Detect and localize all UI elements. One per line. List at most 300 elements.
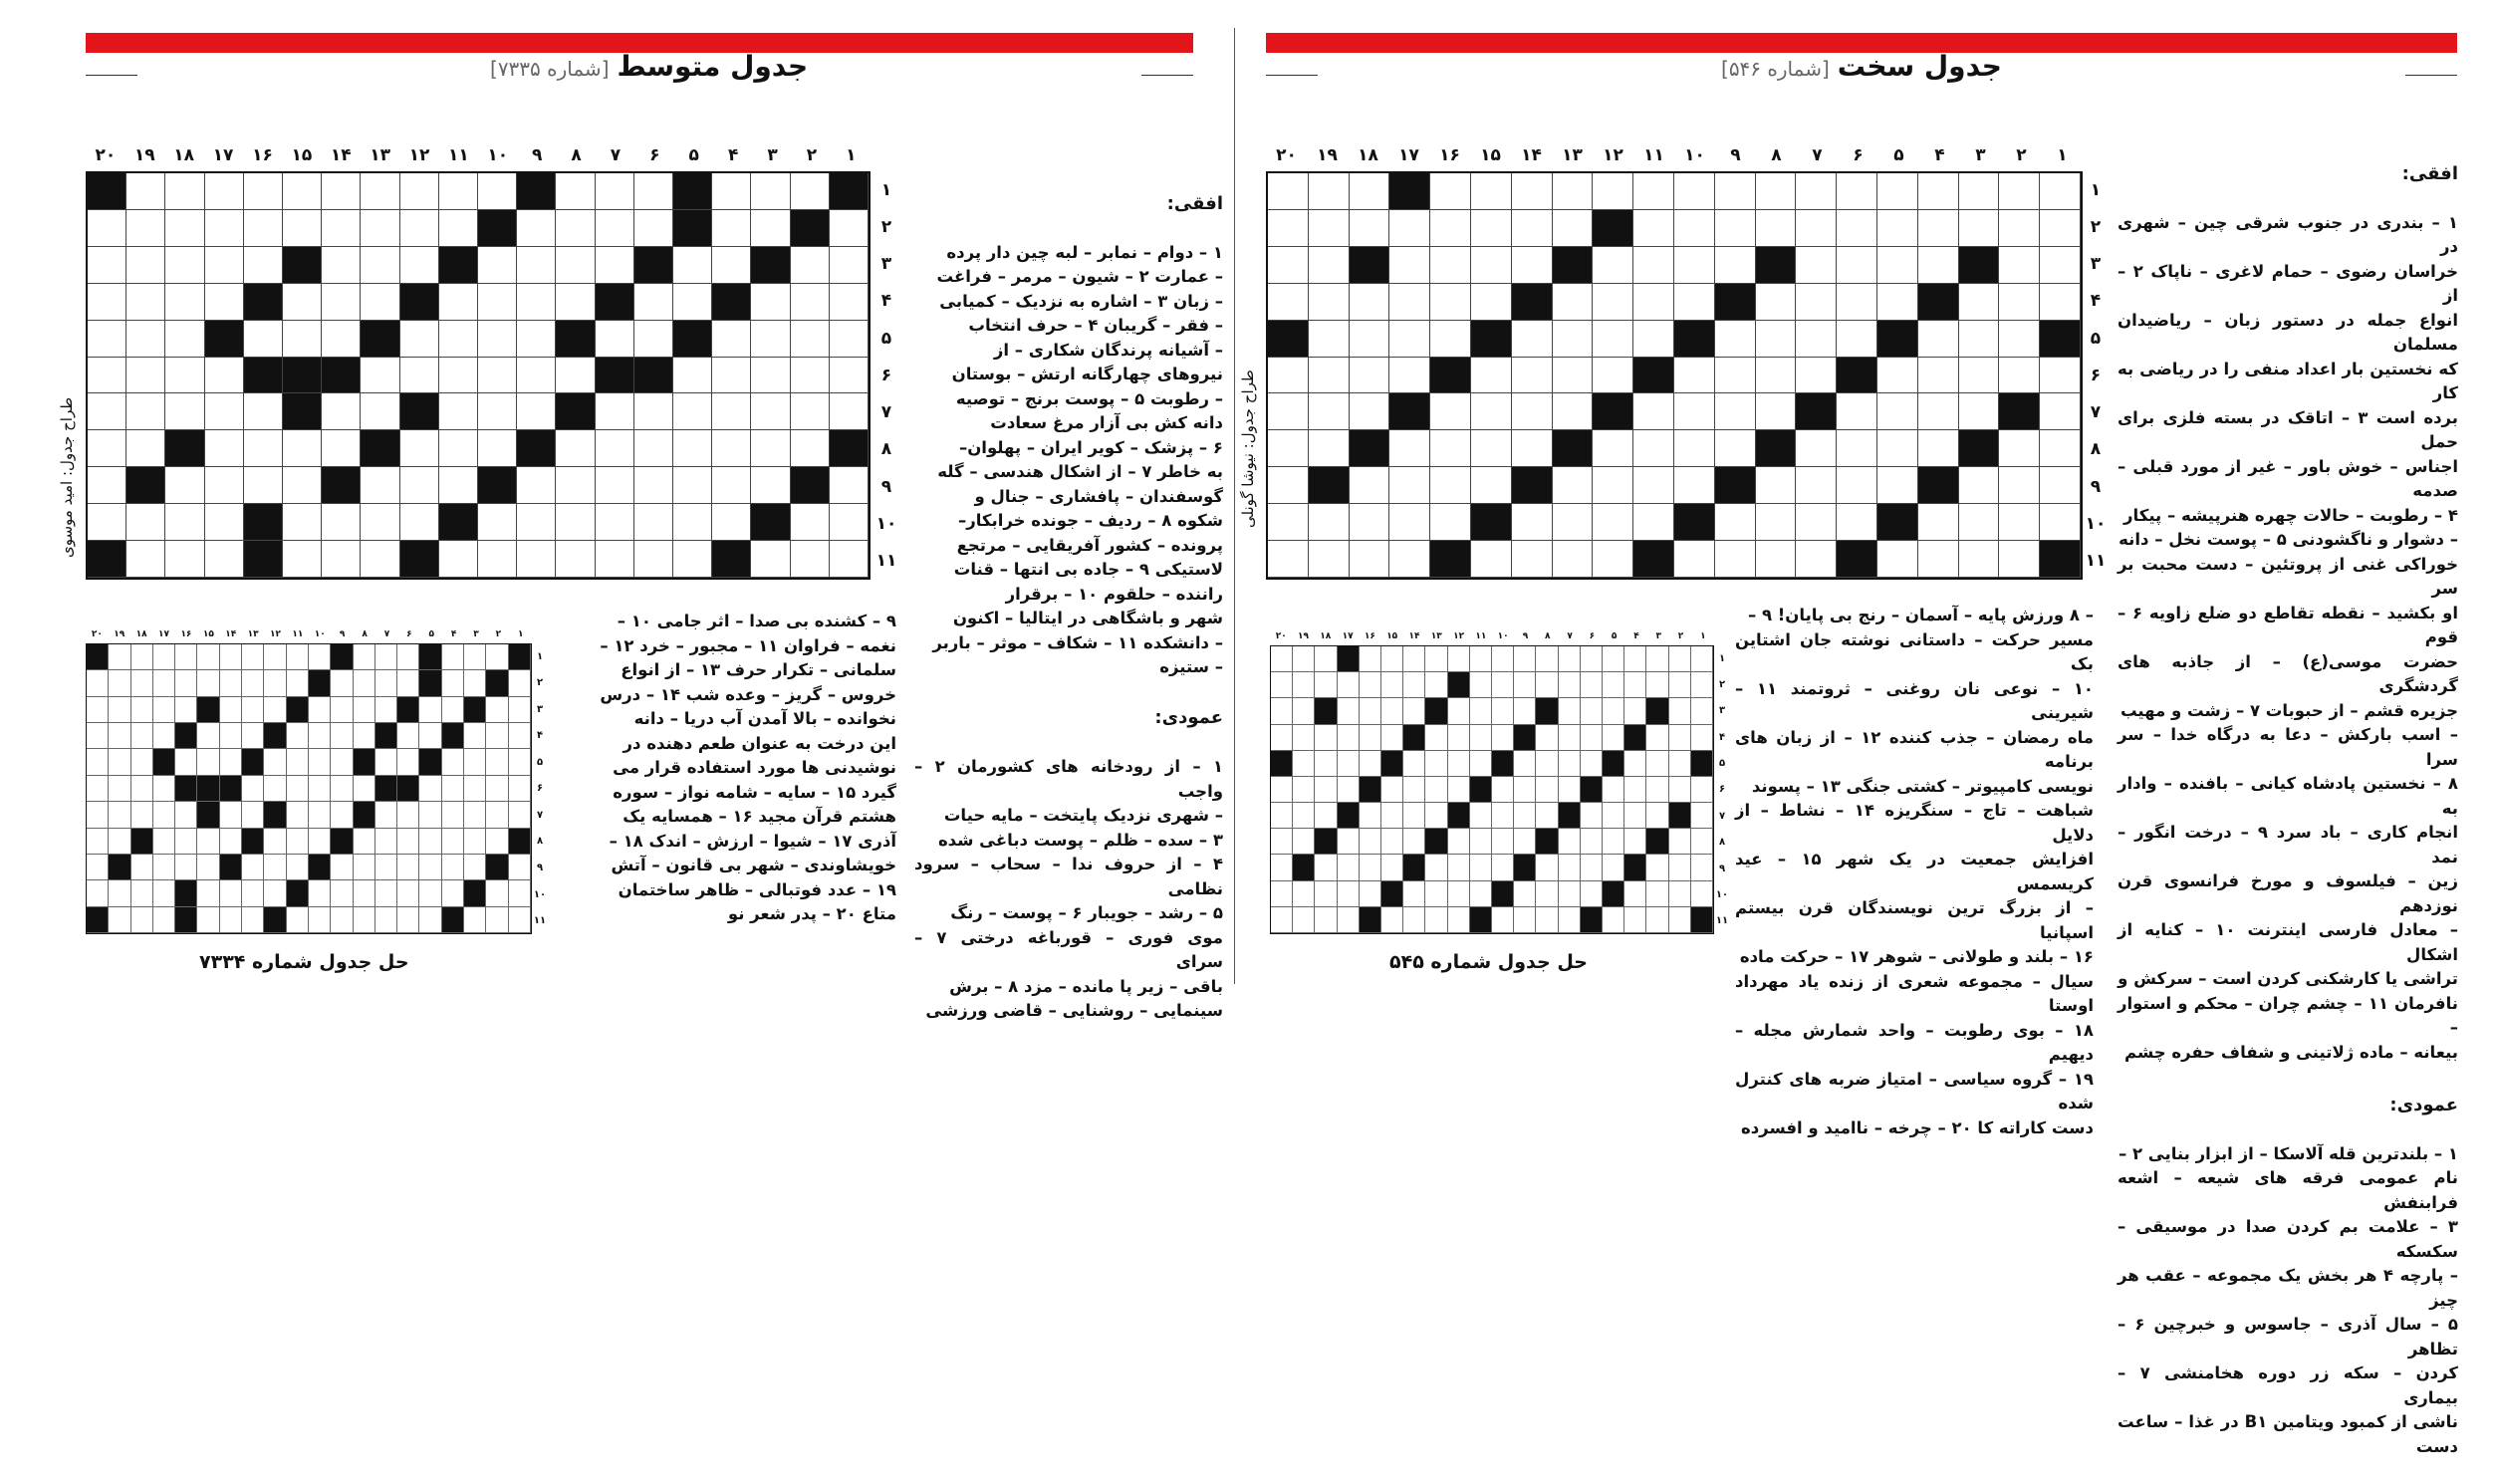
left-solution-cell[interactable]	[331, 749, 353, 775]
right-solution-cell[interactable]	[1559, 672, 1581, 698]
left-solution-cell[interactable]	[242, 776, 264, 802]
left-grid-cell[interactable]	[830, 210, 869, 247]
right-solution-cell[interactable]	[1646, 751, 1668, 777]
left-grid-cell[interactable]	[556, 541, 595, 578]
left-grid-cell[interactable]	[751, 393, 790, 430]
right-grid-cell[interactable]	[1674, 284, 1715, 321]
right-solution-cell[interactable]	[1536, 803, 1558, 829]
right-grid-cell[interactable]	[1715, 210, 1756, 247]
left-grid-cell[interactable]	[791, 358, 830, 394]
right-grid-cell[interactable]	[1553, 467, 1594, 504]
right-grid-cell[interactable]	[1268, 173, 1309, 210]
right-grid-cell[interactable]	[1512, 173, 1553, 210]
left-grid-cell[interactable]	[596, 467, 634, 504]
right-grid-cell[interactable]	[1350, 541, 1390, 578]
left-solution-cell[interactable]	[287, 670, 309, 696]
left-solution-cell[interactable]	[331, 670, 353, 696]
right-grid-cell[interactable]	[1796, 467, 1837, 504]
left-grid-cell[interactable]	[361, 173, 399, 210]
right-solution-cell[interactable]	[1514, 646, 1536, 672]
right-solution-cell[interactable]	[1293, 777, 1315, 803]
right-grid-cell[interactable]	[1756, 467, 1797, 504]
right-grid-cell[interactable]	[1918, 210, 1959, 247]
left-grid-cell[interactable]	[126, 284, 165, 321]
right-solution-cell[interactable]	[1403, 829, 1425, 855]
right-solution-cell[interactable]	[1381, 725, 1403, 751]
left-solution-cell[interactable]	[242, 855, 264, 880]
right-solution-cell[interactable]	[1603, 725, 1624, 751]
right-solution-cell[interactable]	[1360, 855, 1381, 880]
right-solution-cell[interactable]	[1360, 751, 1381, 777]
left-grid-cell[interactable]	[165, 210, 204, 247]
left-solution-cell[interactable]	[109, 776, 130, 802]
left-grid-cell[interactable]	[751, 284, 790, 321]
left-solution-cell[interactable]	[131, 776, 153, 802]
left-solution-cell[interactable]	[509, 670, 531, 696]
right-solution-cell[interactable]	[1581, 672, 1603, 698]
right-solution-cell[interactable]	[1492, 725, 1514, 751]
left-grid-cell[interactable]	[165, 358, 204, 394]
left-grid-cell[interactable]	[400, 504, 439, 541]
right-solution-cell[interactable]	[1403, 803, 1425, 829]
left-grid-cell[interactable]	[88, 358, 126, 394]
left-grid-cell[interactable]	[361, 504, 399, 541]
right-grid-cell[interactable]	[1756, 210, 1797, 247]
left-solution-cell[interactable]	[442, 670, 464, 696]
left-solution-cell[interactable]	[464, 776, 486, 802]
right-grid-cell[interactable]	[1633, 467, 1674, 504]
right-grid-cell[interactable]	[1389, 210, 1430, 247]
right-solution-cell[interactable]	[1492, 829, 1514, 855]
left-grid-cell[interactable]	[126, 210, 165, 247]
left-solution-cell[interactable]	[464, 723, 486, 749]
right-solution-cell[interactable]	[1271, 907, 1293, 933]
right-solution-cell[interactable]	[1470, 725, 1492, 751]
right-solution-cell[interactable]	[1315, 855, 1337, 880]
right-grid-cell[interactable]	[1430, 284, 1471, 321]
left-solution-cell[interactable]	[486, 723, 508, 749]
left-grid-cell[interactable]	[283, 173, 322, 210]
right-grid-cell[interactable]	[1756, 393, 1797, 430]
left-grid-cell[interactable]	[478, 504, 517, 541]
left-grid-cell[interactable]	[517, 321, 556, 358]
right-solution-cell[interactable]	[1646, 646, 1668, 672]
left-grid-cell[interactable]	[712, 321, 751, 358]
right-grid-cell[interactable]	[1268, 541, 1309, 578]
left-grid-cell[interactable]	[634, 504, 673, 541]
right-solution-cell[interactable]	[1381, 698, 1403, 724]
left-grid-cell[interactable]	[165, 321, 204, 358]
right-solution-cell[interactable]	[1691, 698, 1713, 724]
right-grid-cell[interactable]	[1350, 210, 1390, 247]
left-solution-cell[interactable]	[464, 749, 486, 775]
right-grid-cell[interactable]	[1877, 284, 1918, 321]
right-grid-cell[interactable]	[1268, 247, 1309, 284]
right-solution-cell[interactable]	[1338, 907, 1360, 933]
right-grid-cell[interactable]	[1999, 467, 2040, 504]
right-grid-cell[interactable]	[1796, 358, 1837, 394]
right-solution-cell[interactable]	[1603, 803, 1624, 829]
right-grid-cell[interactable]	[1999, 541, 2040, 578]
right-solution-cell[interactable]	[1293, 698, 1315, 724]
left-grid-cell[interactable]	[205, 247, 244, 284]
right-grid-cell[interactable]	[2040, 284, 2081, 321]
right-solution-cell[interactable]	[1381, 646, 1403, 672]
left-solution-cell[interactable]	[509, 855, 531, 880]
left-solution-cell[interactable]	[309, 697, 331, 723]
right-solution-cell[interactable]	[1293, 672, 1315, 698]
left-grid-cell[interactable]	[205, 430, 244, 467]
left-solution-cell[interactable]	[175, 802, 197, 828]
right-solution-cell[interactable]	[1536, 646, 1558, 672]
left-solution-cell[interactable]	[131, 749, 153, 775]
left-solution-cell[interactable]	[354, 723, 375, 749]
left-solution-cell[interactable]	[509, 880, 531, 906]
right-solution-cell[interactable]	[1624, 881, 1646, 907]
right-grid-cell[interactable]	[1633, 210, 1674, 247]
right-grid-cell[interactable]	[1918, 173, 1959, 210]
right-grid-cell[interactable]	[1918, 393, 1959, 430]
left-solution-cell[interactable]	[131, 907, 153, 933]
left-solution-cell[interactable]	[264, 749, 286, 775]
right-solution-cell[interactable]	[1624, 803, 1646, 829]
left-grid-cell[interactable]	[791, 541, 830, 578]
right-solution-cell[interactable]	[1448, 881, 1470, 907]
left-grid-cell[interactable]	[88, 430, 126, 467]
left-solution-cell[interactable]	[131, 670, 153, 696]
left-solution-cell[interactable]	[197, 644, 219, 670]
right-solution-cell[interactable]	[1360, 646, 1381, 672]
right-grid-cell[interactable]	[1268, 504, 1309, 541]
right-grid-cell[interactable]	[1350, 467, 1390, 504]
left-solution-cell[interactable]	[442, 776, 464, 802]
right-solution-cell[interactable]	[1559, 907, 1581, 933]
right-grid-cell[interactable]	[1796, 247, 1837, 284]
left-grid-cell[interactable]	[517, 393, 556, 430]
left-grid-cell[interactable]	[88, 284, 126, 321]
right-grid-cell[interactable]	[1877, 393, 1918, 430]
left-solution-cell[interactable]	[242, 802, 264, 828]
right-grid-cell[interactable]	[1837, 284, 1877, 321]
left-solution-cell[interactable]	[220, 670, 242, 696]
right-grid-cell[interactable]	[1389, 541, 1430, 578]
left-grid-cell[interactable]	[126, 358, 165, 394]
left-solution-cell[interactable]	[309, 723, 331, 749]
left-grid-cell[interactable]	[400, 358, 439, 394]
right-solution-cell[interactable]	[1338, 855, 1360, 880]
left-grid-cell[interactable]	[205, 210, 244, 247]
right-solution-cell[interactable]	[1492, 646, 1514, 672]
left-solution-cell[interactable]	[464, 855, 486, 880]
right-grid-cell[interactable]	[1309, 541, 1350, 578]
right-grid-cell[interactable]	[1430, 467, 1471, 504]
right-solution-cell[interactable]	[1338, 829, 1360, 855]
left-grid-cell[interactable]	[283, 504, 322, 541]
right-grid-cell[interactable]	[1553, 321, 1594, 358]
right-grid-cell[interactable]	[1674, 467, 1715, 504]
right-grid-cell[interactable]	[1959, 321, 2000, 358]
right-grid-cell[interactable]	[1553, 173, 1594, 210]
left-solution-cell[interactable]	[397, 749, 419, 775]
right-grid-cell[interactable]	[1309, 504, 1350, 541]
left-grid-cell[interactable]	[791, 247, 830, 284]
right-grid-cell[interactable]	[1593, 467, 1633, 504]
right-grid-cell[interactable]	[1512, 358, 1553, 394]
left-solution-cell[interactable]	[153, 644, 175, 670]
right-grid-cell[interactable]	[1674, 541, 1715, 578]
right-solution-cell[interactable]	[1448, 907, 1470, 933]
left-grid-cell[interactable]	[126, 321, 165, 358]
right-grid-cell[interactable]	[1674, 247, 1715, 284]
right-grid-cell[interactable]	[1350, 504, 1390, 541]
left-solution-cell[interactable]	[242, 670, 264, 696]
left-grid-cell[interactable]	[634, 393, 673, 430]
right-solution-cell[interactable]	[1536, 751, 1558, 777]
right-solution-cell[interactable]	[1425, 907, 1447, 933]
left-solution-cell[interactable]	[109, 723, 130, 749]
left-grid-cell[interactable]	[205, 173, 244, 210]
right-solution-cell[interactable]	[1271, 725, 1293, 751]
right-solution-cell[interactable]	[1492, 855, 1514, 880]
left-grid-cell[interactable]	[88, 247, 126, 284]
right-grid-cell[interactable]	[1309, 210, 1350, 247]
left-solution-cell[interactable]	[419, 776, 441, 802]
left-grid-cell[interactable]	[88, 393, 126, 430]
right-grid-cell[interactable]	[1389, 430, 1430, 467]
left-solution-cell[interactable]	[464, 644, 486, 670]
left-solution-cell[interactable]	[220, 880, 242, 906]
left-grid-cell[interactable]	[556, 358, 595, 394]
left-grid-cell[interactable]	[634, 173, 673, 210]
right-grid-cell[interactable]	[1837, 173, 1877, 210]
right-solution-cell[interactable]	[1669, 907, 1691, 933]
left-grid-cell[interactable]	[205, 541, 244, 578]
left-solution-cell[interactable]	[354, 880, 375, 906]
right-grid-cell[interactable]	[1715, 173, 1756, 210]
left-grid-cell[interactable]	[478, 284, 517, 321]
right-solution-cell[interactable]	[1536, 855, 1558, 880]
right-grid-cell[interactable]	[1512, 247, 1553, 284]
right-solution-cell[interactable]	[1271, 855, 1293, 880]
right-grid-cell[interactable]	[1389, 247, 1430, 284]
right-solution-cell[interactable]	[1603, 698, 1624, 724]
right-grid-cell[interactable]	[1633, 430, 1674, 467]
left-grid-cell[interactable]	[244, 247, 283, 284]
right-grid-cell[interactable]	[2040, 247, 2081, 284]
left-solution-cell[interactable]	[442, 749, 464, 775]
left-grid-cell[interactable]	[361, 210, 399, 247]
left-grid-cell[interactable]	[400, 210, 439, 247]
left-grid-cell[interactable]	[751, 173, 790, 210]
left-solution-cell[interactable]	[331, 802, 353, 828]
right-solution-cell[interactable]	[1691, 646, 1713, 672]
left-solution-cell[interactable]	[87, 880, 109, 906]
right-solution-cell[interactable]	[1669, 751, 1691, 777]
right-grid-cell[interactable]	[1430, 321, 1471, 358]
right-grid-cell[interactable]	[1837, 467, 1877, 504]
left-solution-cell[interactable]	[220, 749, 242, 775]
right-grid-cell[interactable]	[1593, 358, 1633, 394]
left-grid-cell[interactable]	[596, 541, 634, 578]
left-solution-cell[interactable]	[331, 907, 353, 933]
left-grid-cell[interactable]	[673, 541, 712, 578]
right-grid-cell[interactable]	[2040, 393, 2081, 430]
right-solution-cell[interactable]	[1624, 907, 1646, 933]
right-solution-cell[interactable]	[1381, 855, 1403, 880]
left-solution-cell[interactable]	[375, 907, 397, 933]
left-solution-cell[interactable]	[87, 802, 109, 828]
right-solution-cell[interactable]	[1603, 907, 1624, 933]
left-solution-cell[interactable]	[153, 802, 175, 828]
right-grid-cell[interactable]	[1999, 173, 2040, 210]
left-grid-cell[interactable]	[439, 358, 478, 394]
left-solution-cell[interactable]	[175, 670, 197, 696]
left-solution-cell[interactable]	[109, 802, 130, 828]
left-grid-cell[interactable]	[751, 321, 790, 358]
right-grid-cell[interactable]	[1918, 504, 1959, 541]
left-solution-cell[interactable]	[375, 749, 397, 775]
left-solution-cell[interactable]	[309, 776, 331, 802]
left-solution-cell[interactable]	[87, 855, 109, 880]
left-grid-cell[interactable]	[439, 467, 478, 504]
right-grid-cell[interactable]	[1389, 467, 1430, 504]
left-solution-cell[interactable]	[309, 644, 331, 670]
left-grid-cell[interactable]	[478, 393, 517, 430]
right-grid-cell[interactable]	[1877, 247, 1918, 284]
right-solution-cell[interactable]	[1293, 829, 1315, 855]
right-solution-cell[interactable]	[1669, 829, 1691, 855]
right-grid-cell[interactable]	[1389, 504, 1430, 541]
right-solution-cell[interactable]	[1360, 881, 1381, 907]
right-grid-cell[interactable]	[1959, 541, 2000, 578]
right-solution-cell[interactable]	[1492, 672, 1514, 698]
right-grid-cell[interactable]	[1593, 430, 1633, 467]
left-solution-cell[interactable]	[153, 776, 175, 802]
right-grid-cell[interactable]	[1512, 504, 1553, 541]
right-grid-cell[interactable]	[1999, 358, 2040, 394]
left-grid-cell[interactable]	[439, 284, 478, 321]
left-grid-cell[interactable]	[165, 247, 204, 284]
left-solution-cell[interactable]	[309, 907, 331, 933]
left-solution-cell[interactable]	[109, 644, 130, 670]
right-solution-cell[interactable]	[1691, 803, 1713, 829]
right-grid-cell[interactable]	[1999, 284, 2040, 321]
right-solution-cell[interactable]	[1470, 646, 1492, 672]
right-solution-cell[interactable]	[1338, 777, 1360, 803]
right-solution-cell[interactable]	[1381, 803, 1403, 829]
left-grid-cell[interactable]	[283, 430, 322, 467]
left-grid-cell[interactable]	[361, 284, 399, 321]
right-solution-cell[interactable]	[1559, 646, 1581, 672]
right-grid-cell[interactable]	[1268, 467, 1309, 504]
right-grid-cell[interactable]	[1593, 504, 1633, 541]
right-solution-cell[interactable]	[1691, 672, 1713, 698]
left-solution-cell[interactable]	[309, 802, 331, 828]
left-grid-cell[interactable]	[478, 247, 517, 284]
right-solution-cell[interactable]	[1492, 698, 1514, 724]
left-grid-cell[interactable]	[517, 541, 556, 578]
left-grid-cell[interactable]	[165, 173, 204, 210]
left-solution-cell[interactable]	[131, 855, 153, 880]
right-solution-cell[interactable]	[1646, 672, 1668, 698]
right-solution-cell[interactable]	[1559, 725, 1581, 751]
right-solution-cell[interactable]	[1381, 907, 1403, 933]
right-solution-cell[interactable]	[1425, 725, 1447, 751]
left-grid-cell[interactable]	[712, 358, 751, 394]
right-grid-cell[interactable]	[1715, 247, 1756, 284]
left-grid-cell[interactable]	[830, 321, 869, 358]
left-grid-cell[interactable]	[712, 467, 751, 504]
left-solution-cell[interactable]	[109, 880, 130, 906]
right-grid-cell[interactable]	[1512, 210, 1553, 247]
left-grid-cell[interactable]	[517, 247, 556, 284]
right-grid-cell[interactable]	[1715, 393, 1756, 430]
left-grid-cell[interactable]	[556, 284, 595, 321]
right-grid-cell[interactable]	[1309, 321, 1350, 358]
left-solution-cell[interactable]	[486, 802, 508, 828]
left-grid-cell[interactable]	[244, 173, 283, 210]
right-solution-cell[interactable]	[1624, 672, 1646, 698]
left-solution-cell[interactable]	[197, 880, 219, 906]
right-grid-cell[interactable]	[1674, 430, 1715, 467]
right-grid-cell[interactable]	[1959, 504, 2000, 541]
right-grid-cell[interactable]	[1674, 173, 1715, 210]
right-solution-cell[interactable]	[1425, 803, 1447, 829]
right-solution-cell[interactable]	[1669, 646, 1691, 672]
right-solution-cell[interactable]	[1646, 725, 1668, 751]
right-solution-cell[interactable]	[1315, 777, 1337, 803]
right-solution-cell[interactable]	[1514, 751, 1536, 777]
right-solution-cell[interactable]	[1403, 646, 1425, 672]
left-solution-cell[interactable]	[197, 907, 219, 933]
right-solution-cell[interactable]	[1271, 698, 1293, 724]
left-solution-cell[interactable]	[287, 855, 309, 880]
left-grid-cell[interactable]	[361, 247, 399, 284]
right-grid-cell[interactable]	[1837, 393, 1877, 430]
left-grid-cell[interactable]	[400, 321, 439, 358]
right-grid-cell[interactable]	[1796, 210, 1837, 247]
left-solution-cell[interactable]	[287, 644, 309, 670]
right-grid-cell[interactable]	[1389, 358, 1430, 394]
right-solution-cell[interactable]	[1338, 698, 1360, 724]
right-solution-cell[interactable]	[1315, 881, 1337, 907]
right-grid-cell[interactable]	[2040, 210, 2081, 247]
left-grid-cell[interactable]	[596, 247, 634, 284]
left-solution-cell[interactable]	[354, 670, 375, 696]
left-solution-cell[interactable]	[131, 644, 153, 670]
right-solution-cell[interactable]	[1691, 881, 1713, 907]
right-grid-cell[interactable]	[1633, 321, 1674, 358]
left-solution-cell[interactable]	[331, 776, 353, 802]
right-grid-cell[interactable]	[1959, 210, 2000, 247]
right-solution-cell[interactable]	[1403, 751, 1425, 777]
right-solution-cell[interactable]	[1315, 672, 1337, 698]
right-grid-cell[interactable]	[1471, 173, 1512, 210]
left-grid-cell[interactable]	[791, 393, 830, 430]
right-grid-cell[interactable]	[1959, 173, 2000, 210]
left-solution-cell[interactable]	[287, 776, 309, 802]
right-grid-cell[interactable]	[1309, 393, 1350, 430]
right-solution-cell[interactable]	[1536, 907, 1558, 933]
left-solution-cell[interactable]	[87, 749, 109, 775]
right-solution-cell[interactable]	[1603, 777, 1624, 803]
left-solution-cell[interactable]	[486, 749, 508, 775]
left-grid-cell[interactable]	[361, 541, 399, 578]
right-solution-cell[interactable]	[1338, 751, 1360, 777]
left-solution-cell[interactable]	[175, 697, 197, 723]
right-grid-cell[interactable]	[1471, 430, 1512, 467]
right-grid-cell[interactable]	[1756, 321, 1797, 358]
